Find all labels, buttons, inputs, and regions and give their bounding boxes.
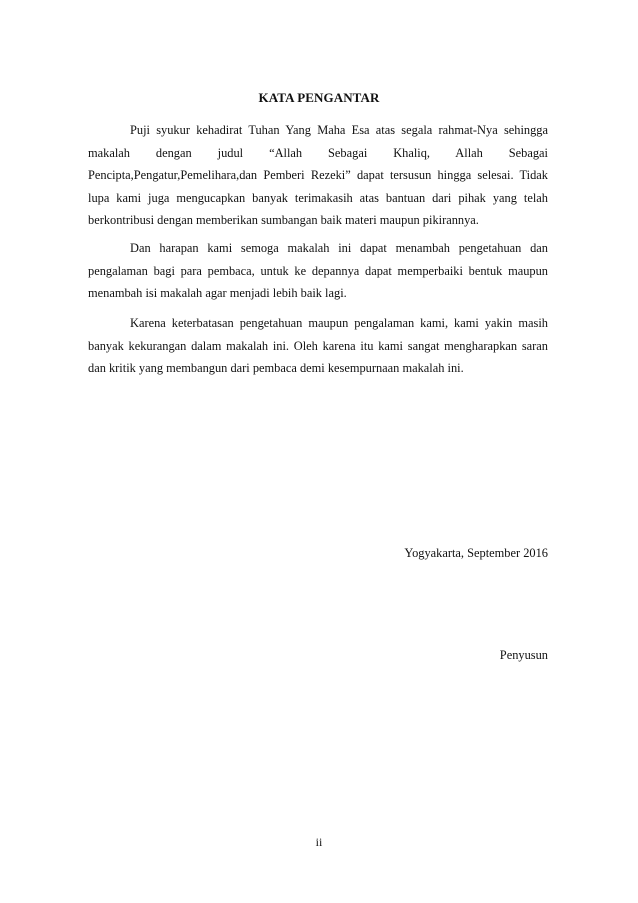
paragraph-hope: Dan harapan kami semoga makalah ini dapat menambah pengetahuan dan pengalaman bagi para pembaca, untuk ke depannya dapat memperbaiki bentuk maupun menambah isi makalah agar menjadi lebih baik lagi. — [88, 241, 548, 301]
signature-author: Penyusun — [499, 648, 548, 662]
page-number: ii — [315, 835, 323, 849]
paragraph-gratitude: Puji syukur kehadirat Tuhan Yang Maha Esa atas segala rahmat-Nya sehingga makalah dengan judul “Allah Sebagai Khaliq, Allah Sebagai Pencipta,Pengatur,Pemelihara,dan Pemberi Rezeki” dapat tersusun hingga selesai. Tidak lupa kami juga mengucapkan banyak terimakasih atas bantuan dari pihak yang telah berkontribusi dengan memberikan sumbangan baik materi maupun pikirannya. — [88, 123, 548, 228]
page-title: KATA PENGANTAR — [258, 90, 380, 105]
place-date: Yogyakarta, September 2016 — [404, 546, 548, 560]
paragraph-limitations: Karena keterbatasan pengetahuan maupun pengalaman kami, kami yakin masih banyak kekurangan dalam makalah ini. Oleh karena itu kami sangat mengharapkan saran dan kritik yang membangun dari pembaca demi kesempurnaan makalah ini. — [88, 316, 548, 376]
